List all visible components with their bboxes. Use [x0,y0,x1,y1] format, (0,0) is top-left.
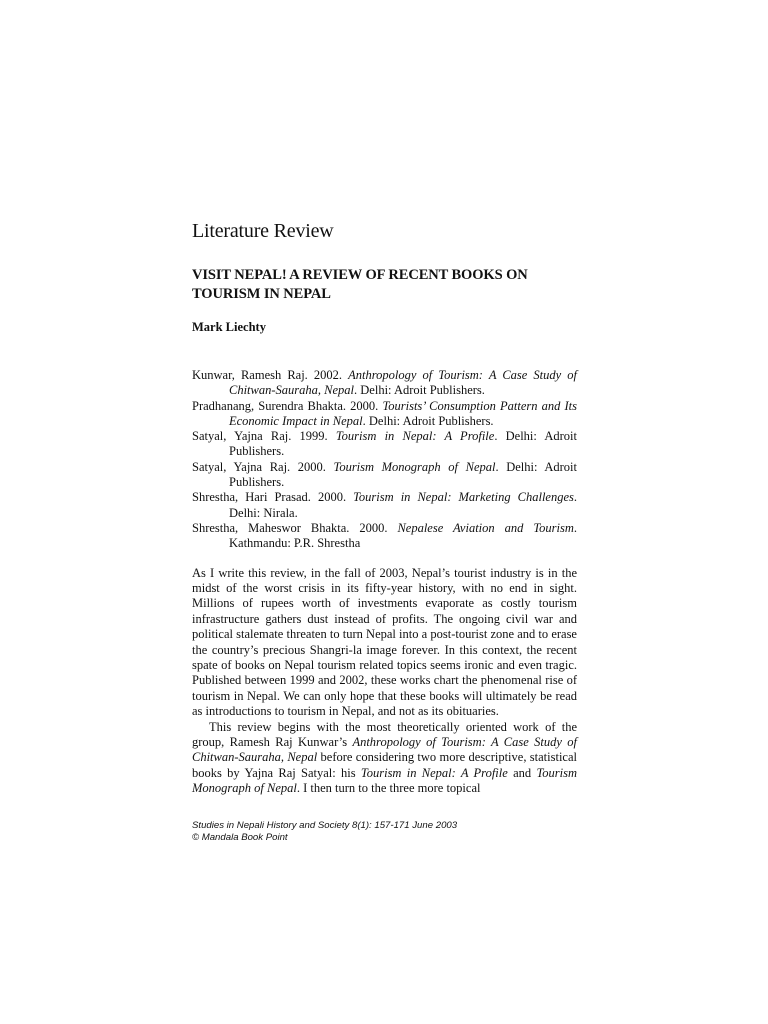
reference-item: Kunwar, Ramesh Raj. 2002. Anthropology of Tourism: A Case Study of Chitwan-Sauraha, Nepal. Delhi: Adroit Publishers. [192,368,577,398]
journal-citation: Studies in Nepali History and Society 8(1): 157-171 June 2003 [192,820,458,831]
body-paragraph: This review begins with the most theoretically oriented work of the group, Ramesh Raj Kunwar’s Anthropology of Tourism: A Case Study of Chitwan-Sauraha, Nepal before considering two more descriptive, statistical books by Yajna Raj Satyal: his Tourism in Nepal: A Profile and Tourism Monograph of Nepal. I then turn to the three more topical [192,719,577,796]
section-label: Literature Review [192,220,334,242]
body-text [192,566,577,797]
reference-item: Pradhanang, Surendra Bhakta. 2000. Tourists’ Consumption Pattern and Its Economic Impact in Nepal. Delhi: Adroit Publishers. [192,398,577,428]
reference-item: Shrestha, Maheswor Bhakta. 2000. Nepalese Aviation and Tourism. Kathmandu: P.R. Shrestha [192,520,577,551]
reference-item: Satyal, Yajna Raj. 1999. Tourism in Nepal: A Profile. Delhi: Adroit Publishers. [192,429,577,459]
body-paragraph: As I write this review, in the fall of 2003, Nepal’s tourist industry is in the midst of the worst crisis in its fifty-year history, with no end in sight. Millions of rupees worth of investments evaporate as costly tourism infrastructure gathers dust instead of profits. The ongoing civil war and political stalemate threaten to turn Nepal into a post-tourist zone and to erase the country’s precious Shangri-la image forever. In this context, the recent spate of books on Nepal tourism related topics seems ironic and even tragic. Published between 1999 and 2002, these works chart the phenomenal rise of tourism in Nepal. We can only hope that these books will ultimately be read as introductions to tourism in Nepal, and not as its obituaries. [192,565,577,719]
copyright-line: © Mandala Book Point [192,831,288,843]
reference-list [192,368,577,552]
reference-item: Satyal, Yajna Raj. 2000. Tourism Monograph of Nepal. Delhi: Adroit Publishers. [192,459,577,490]
article-content [192,218,577,797]
article-title: VISIT NEPAL! A REVIEW OF RECENT BOOKS ON TOURISM IN NEPAL [192,267,528,302]
reference-item: Shrestha, Hari Prasad. 2000. Tourism in Nepal: Marketing Challenges. Delhi: Nirala. [192,490,577,520]
author-name: Mark Liechty [192,320,266,334]
page-footer [192,820,577,843]
